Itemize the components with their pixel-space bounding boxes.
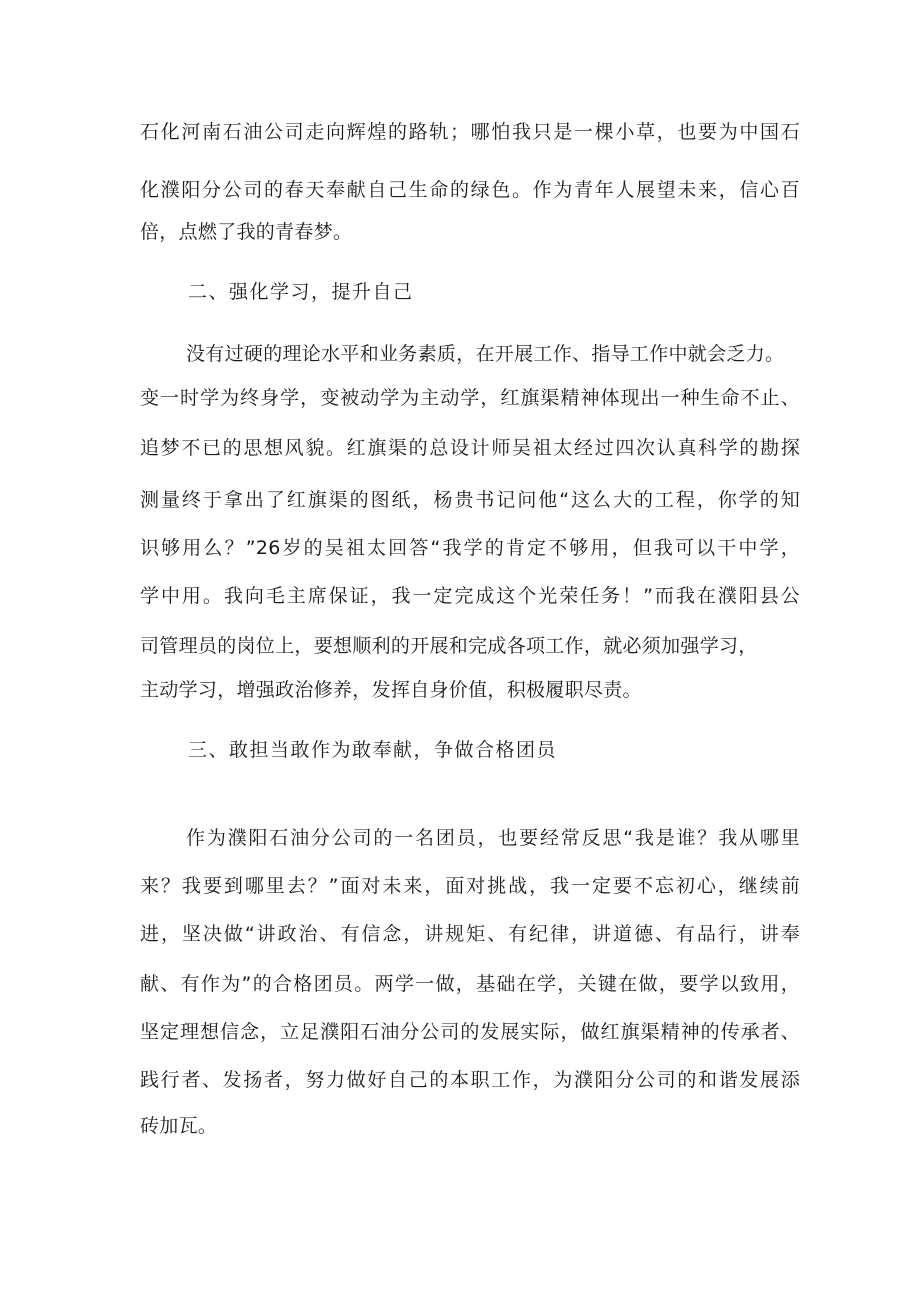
paragraph-line: 追梦不已的思想风貌。红旗渠的总设计师吴祖太经过四次认真科学的勘探	[140, 437, 800, 459]
section-heading-2: 二、强化学习，提升自己	[188, 281, 414, 303]
section-heading-3: 三、敢担当敢作为敢奉献，争做合格团员	[188, 739, 558, 761]
paragraph-line: 献、有作为”的合格团员。两学一做，基础在学，关键在做，要学以致用，	[140, 973, 800, 995]
paragraph-line: 主动学习，增强政治修养，发挥自身价值，积极履职尽责。	[140, 679, 642, 701]
paragraph-line: 作为濮阳石油分公司的一名团员，也要经常反思“我是谁？我从哪里	[186, 827, 800, 849]
paragraph-line: 学中用。我向毛主席保证，我一定完成这个光荣任务！”而我在濮阳县公	[140, 585, 800, 607]
paragraph-line: 进，坚决做“讲政治、有信念，讲规矩、有纪律，讲道德、有品行，讲奉	[140, 923, 800, 945]
paragraph-line: 化濮阳分公司的春天奉献自己生命的绿色。作为青年人展望未来，信心百	[140, 179, 800, 201]
paragraph-line: 变一时学为终身学，变被动学为主动学，红旗渠精神体现出一种生命不止、	[140, 387, 800, 409]
paragraph-line: 砖加瓦。	[140, 1115, 218, 1137]
paragraph-line: 没有过硬的理论水平和业务素质，在开展工作、指导工作中就会乏力。	[186, 343, 785, 365]
paragraph-line: 来？我要到哪里去？”面对未来，面对挑战，我一定要不忘初心，继续前	[140, 875, 800, 897]
paragraph-line: 识够用么？”26岁的吴祖太回答“我学的肯定不够用，但我可以干中学，	[140, 537, 800, 559]
paragraph-line: 石化河南石油公司走向辉煌的路轨；哪怕我只是一棵小草，也要为中国石	[140, 121, 800, 143]
paragraph-line: 测量终于拿出了红旗渠的图纸，杨贵书记问他“这么大的工程，你学的知	[140, 489, 800, 511]
paragraph-line: 践行者、发扬者，努力做好自己的本职工作，为濮阳分公司的和谐发展添	[140, 1069, 800, 1091]
paragraph-line: 倍，点燃了我的青春梦。	[140, 221, 353, 243]
paragraph-line: 司管理员的岗位上，要想顺利的开展和完成各项工作，就必须加强学习，	[140, 635, 758, 657]
paragraph-line: 坚定理想信念，立足濮阳石油分公司的发展实际，做红旗渠精神的传承者、	[140, 1021, 800, 1043]
